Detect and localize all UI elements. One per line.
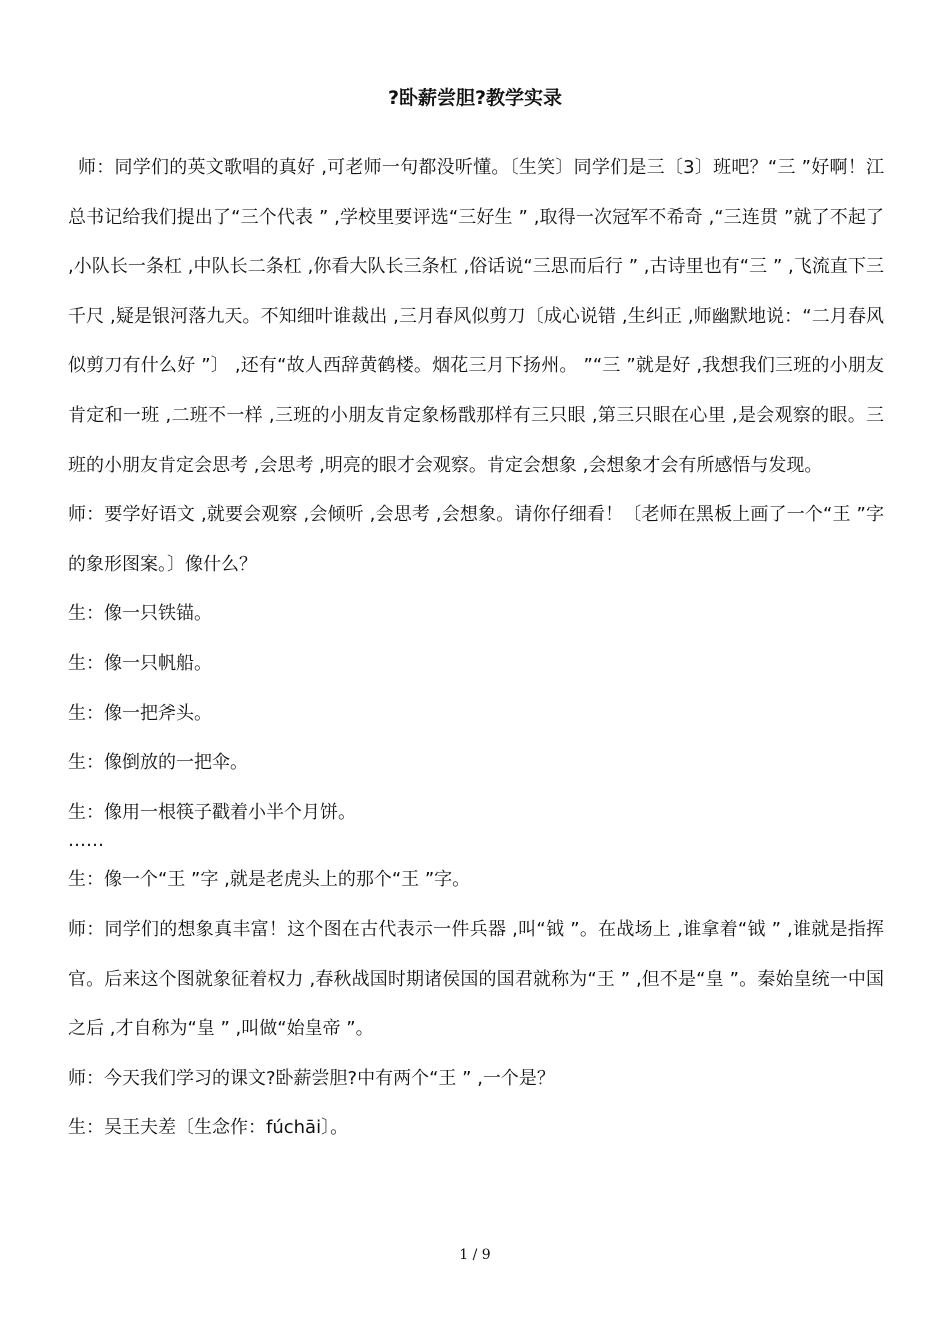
paragraph: 生：像一个“王 ”字 ,就是老虎头上的那个“王 ”字。 [68, 869, 471, 891]
page-number: 1 / 9 [459, 1247, 491, 1263]
paragraph: 生：像用一根筷子戳着小半个月饼。 [68, 801, 356, 823]
paragraph: 师：同学们的想象真丰富！这个图在古代表示一件兵器 ,叫“钺 ”。在战场上 ,谁拿着“钺 ” ,谁就是指挥官。后来这个图就象征着权力 ,春秋战国时期诸侯国的国君就称为“王 ” ,但不是“皇 ”。秦始皇统一中国之后 ,才自称为“皇 ” ,叫做“始皇帝 ”。 [68, 918, 884, 1040]
document-body [68, 143, 884, 1153]
paragraph: 生：像一只帆船。 [68, 652, 212, 674]
ellipsis-line: …… [68, 830, 104, 852]
paragraph: 师：要学好语文 ,就要会观察 ,会倾听 ,会思考 ,会想象。请你仔细看！〔老师在黑板上画了一个“王 ”字的象形图案。〕像什么？ [68, 504, 884, 575]
paragraph: 生：像一把斧头。 [68, 702, 212, 724]
paragraph: 生：吴王夫差〔生念作：fúchāi〕。 [68, 1117, 349, 1139]
paragraph: 生：像一只铁锚。 [68, 603, 212, 625]
paragraph: 师：今天我们学习的课文?卧薪尝胆?中有两个“王 ” ,一个是？ [68, 1067, 555, 1089]
paragraph: 生：像倒放的一把伞。 [68, 752, 248, 774]
document-title: ?卧薪尝胆?教学实录 [387, 87, 563, 109]
paragraph: 师：同学们的英文歌唱的真好 ,可老师一句都没听懂。〔生笑〕同学们是三〔3〕班吧？“三 ”好啊！江总书记给我们提出了“三个代表 ” ,学校里要评选“三好生 ” ,取得一次冠军不希奇 ,“三连贯 ”就了不起了 ,小队长一条杠 ,中队长二条杠 ,你看大队长三条杠 ,俗话说“三思而后行 ” ,古诗里也有“三 ” ,飞流直下三千尺 ,疑是银河落九天。不知细叶谁裁出 ,三月春风似剪刀〔成心说错 ,生纠正 ,师幽默地说：“二月春风似剪刀有什么好 ”〕 ,还有“故人西辞黄鹤楼。烟花三月下扬州。 ”“三 ”就是好 ,我想我们三班的小朋友肯定和一班 ,二班不一样 ,三班的小朋友肯定象杨戬那样有三只眼 ,第三只眼在心里 ,是会观察的眼。三班的小朋友肯定会思考 ,会思考 ,明亮的眼才会观察。肯定会想象 ,会想象才会有所感悟与发现。 [68, 157, 884, 476]
